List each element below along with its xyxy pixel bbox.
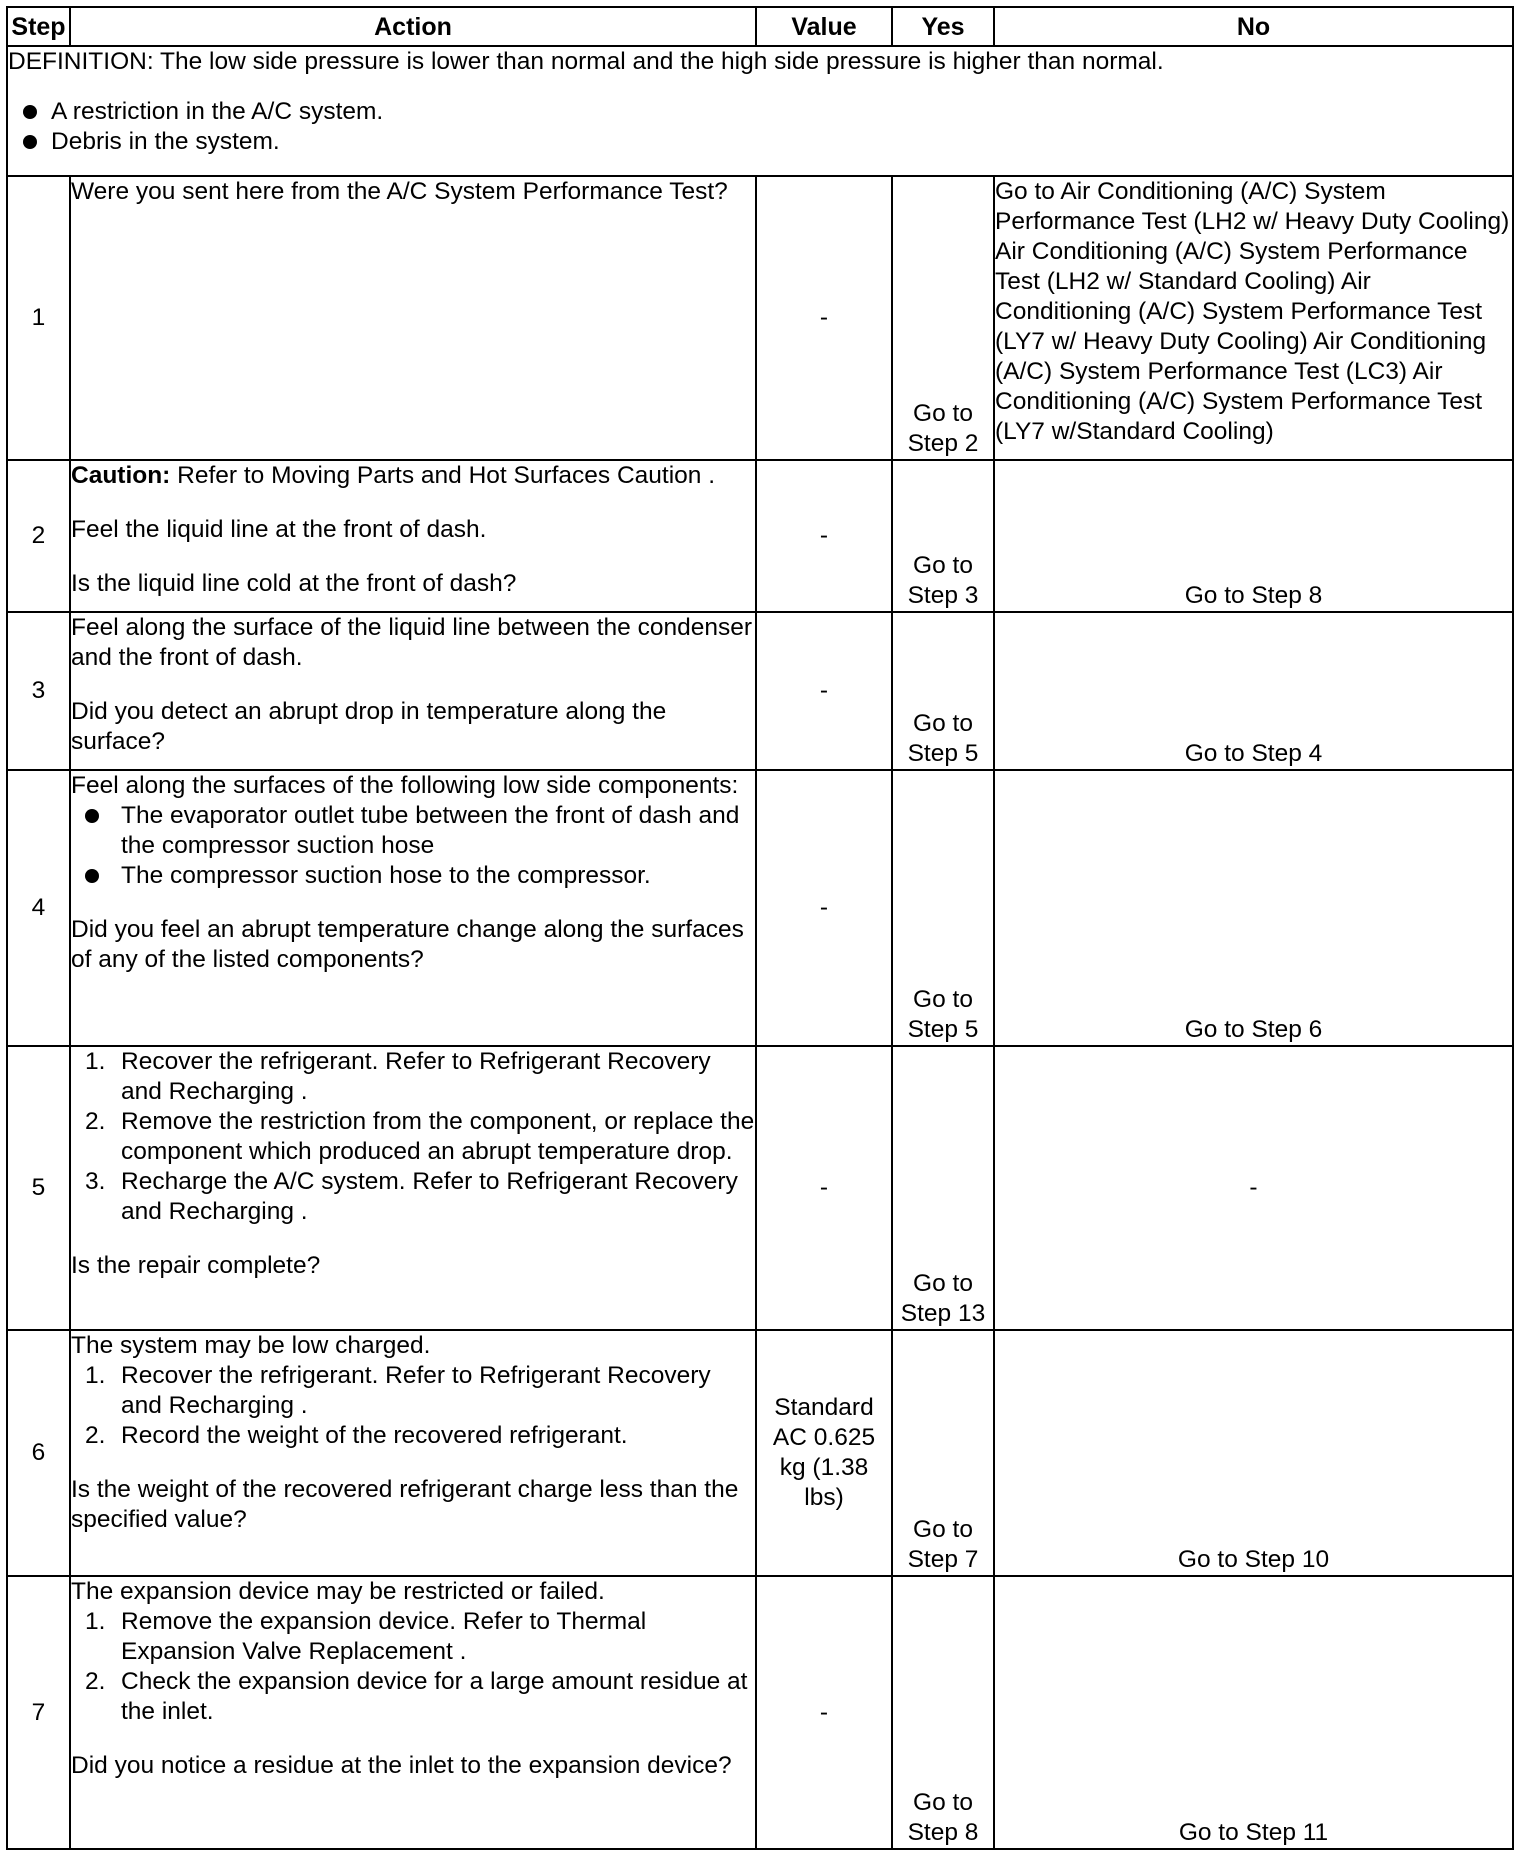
header-value: Value	[756, 7, 892, 46]
definition-row	[7, 46, 1513, 176]
step-row	[7, 1330, 1513, 1576]
value-cell: -	[756, 612, 892, 770]
procedure-item	[85, 1361, 755, 1421]
item-text: Recharge the A/C system. Refer to Refrigerant Recovery and Recharging .	[121, 1168, 738, 1225]
action-question: Were you sent here from the A/C System Performance Test?	[71, 178, 728, 205]
component-item: The compressor suction hose to the compressor.	[85, 861, 755, 891]
diagnostic-table	[6, 6, 1514, 1850]
diagnostic-document	[6, 6, 1512, 1850]
item-text: Record the weight of the recovered refrigerant.	[121, 1422, 628, 1449]
procedure-item	[85, 1167, 755, 1227]
action-cell	[70, 176, 756, 460]
no-link[interactable]: Go to Step 11	[994, 1576, 1513, 1849]
step-row	[7, 176, 1513, 460]
item-text: Recover the refrigerant. Refer to Refrigerant Recovery and Recharging .	[121, 1048, 711, 1105]
definition-bullet: A restriction in the A/C system.	[23, 97, 1512, 127]
procedure-item	[85, 1421, 755, 1451]
no-link[interactable]: Go to Step 10	[994, 1330, 1513, 1576]
item-number: 2.	[85, 1108, 106, 1135]
step-row	[7, 770, 1513, 1046]
yes-link[interactable]: Go to Step 5	[892, 770, 994, 1046]
header-row	[7, 7, 1513, 46]
item-number: 3.	[85, 1168, 106, 1195]
action-cell	[70, 612, 756, 770]
action-question: Is the liquid line cold at the front of dash?	[71, 570, 517, 597]
action-cell	[70, 1046, 756, 1330]
no-link: -	[994, 1046, 1513, 1330]
action-instruction: Feel along the surface of the liquid line between the condenser and the front of dash.	[71, 614, 753, 671]
step-number: 3	[7, 612, 70, 770]
item-text: Remove the expansion device. Refer to Thermal Expansion Valve Replacement .	[121, 1608, 647, 1665]
action-intro: Feel along the surfaces of the following low side components:	[71, 772, 739, 799]
item-text: Remove the restriction from the component, or replace the component which produced an abrupt temperature drop.	[121, 1108, 755, 1165]
item-number: 2.	[85, 1668, 106, 1695]
item-number: 1.	[85, 1048, 106, 1075]
action-cell	[70, 1576, 756, 1849]
no-link[interactable]: Go to Step 6	[994, 770, 1513, 1046]
header-step: Step	[7, 7, 70, 46]
procedure-item	[85, 1667, 755, 1727]
procedure-item	[85, 1047, 755, 1107]
yes-link[interactable]: Go to Step 5	[892, 612, 994, 770]
step-row	[7, 460, 1513, 612]
header-yes: Yes	[892, 7, 994, 46]
definition-cell	[7, 46, 1513, 176]
item-text: Recover the refrigerant. Refer to Refrigerant Recovery and Recharging .	[121, 1362, 711, 1419]
yes-link[interactable]: Go to Step 2	[892, 176, 994, 460]
procedure-list	[71, 1047, 755, 1227]
step-row	[7, 612, 1513, 770]
no-link[interactable]: Go to Air Conditioning (A/C) System Performance Test (LH2 w/ Heavy Duty Cooling) Air Conditioning (A/C) System Performance Test (LH2 w/ Standard Cooling) Air Conditioning (A/C) System Performance Test (LY7 w/ Heavy Duty Cooling) Air Conditioning (A/C) System Performance Test (LC3) Air Conditioning (A/C) System Performance Test (LY7 w/Standard Cooling)	[994, 176, 1513, 460]
action-question: Did you feel an abrupt temperature change along the surfaces of any of the listed components?	[71, 916, 744, 973]
procedure-list	[71, 1607, 755, 1727]
specified-value: Standard AC 0.625 kg (1.38 lbs)	[756, 1330, 892, 1576]
value-cell: -	[756, 1576, 892, 1849]
action-question: Is the repair complete?	[71, 1252, 321, 1279]
yes-link[interactable]: Go to Step 3	[892, 460, 994, 612]
value-cell: -	[756, 176, 892, 460]
header-action: Action	[70, 7, 756, 46]
header-no: No	[994, 7, 1513, 46]
item-number: 1.	[85, 1362, 106, 1389]
component-item: The evaporator outlet tube between the front of dash and the compressor suction hose	[85, 801, 755, 861]
step-row	[7, 1576, 1513, 1849]
component-list	[71, 801, 755, 891]
step-number: 4	[7, 770, 70, 1046]
yes-link[interactable]: Go to Step 13	[892, 1046, 994, 1330]
definition-text: DEFINITION: The low side pressure is lower than normal and the high side pressure is higher than normal.	[8, 48, 1164, 75]
item-number: 1.	[85, 1608, 106, 1635]
action-instruction: Feel the liquid line at the front of dash.	[71, 516, 487, 543]
value-cell: -	[756, 770, 892, 1046]
item-text: Check the expansion device for a large amount residue at the inlet.	[121, 1668, 748, 1725]
procedure-list	[71, 1361, 755, 1451]
step-number: 7	[7, 1576, 70, 1849]
action-question: Is the weight of the recovered refrigerant charge less than the specified value?	[71, 1476, 739, 1533]
caution-text[interactable]: Refer to Moving Parts and Hot Surfaces Caution .	[170, 462, 716, 489]
step-number: 5	[7, 1046, 70, 1330]
action-intro: The expansion device may be restricted or failed.	[71, 1578, 605, 1605]
definition-list	[8, 97, 1512, 157]
action-cell	[70, 1330, 756, 1576]
step-number: 2	[7, 460, 70, 612]
caution-label: Caution:	[71, 462, 171, 489]
step-number: 6	[7, 1330, 70, 1576]
step-number: 1	[7, 176, 70, 460]
procedure-item	[85, 1107, 755, 1167]
action-cell	[70, 460, 756, 612]
caution-note	[71, 461, 755, 491]
definition-bullet: Debris in the system.	[23, 127, 1512, 157]
action-intro: The system may be low charged.	[71, 1332, 431, 1359]
action-question: Did you notice a residue at the inlet to the expansion device?	[71, 1752, 732, 1779]
yes-link[interactable]: Go to Step 8	[892, 1576, 994, 1849]
value-cell: -	[756, 460, 892, 612]
procedure-item	[85, 1607, 755, 1667]
no-link[interactable]: Go to Step 4	[994, 612, 1513, 770]
value-cell: -	[756, 1046, 892, 1330]
action-question: Did you detect an abrupt drop in temperature along the surface?	[71, 698, 667, 755]
step-row	[7, 1046, 1513, 1330]
yes-link[interactable]: Go to Step 7	[892, 1330, 994, 1576]
action-cell	[70, 770, 756, 1046]
no-link[interactable]: Go to Step 8	[994, 460, 1513, 612]
item-number: 2.	[85, 1422, 106, 1449]
